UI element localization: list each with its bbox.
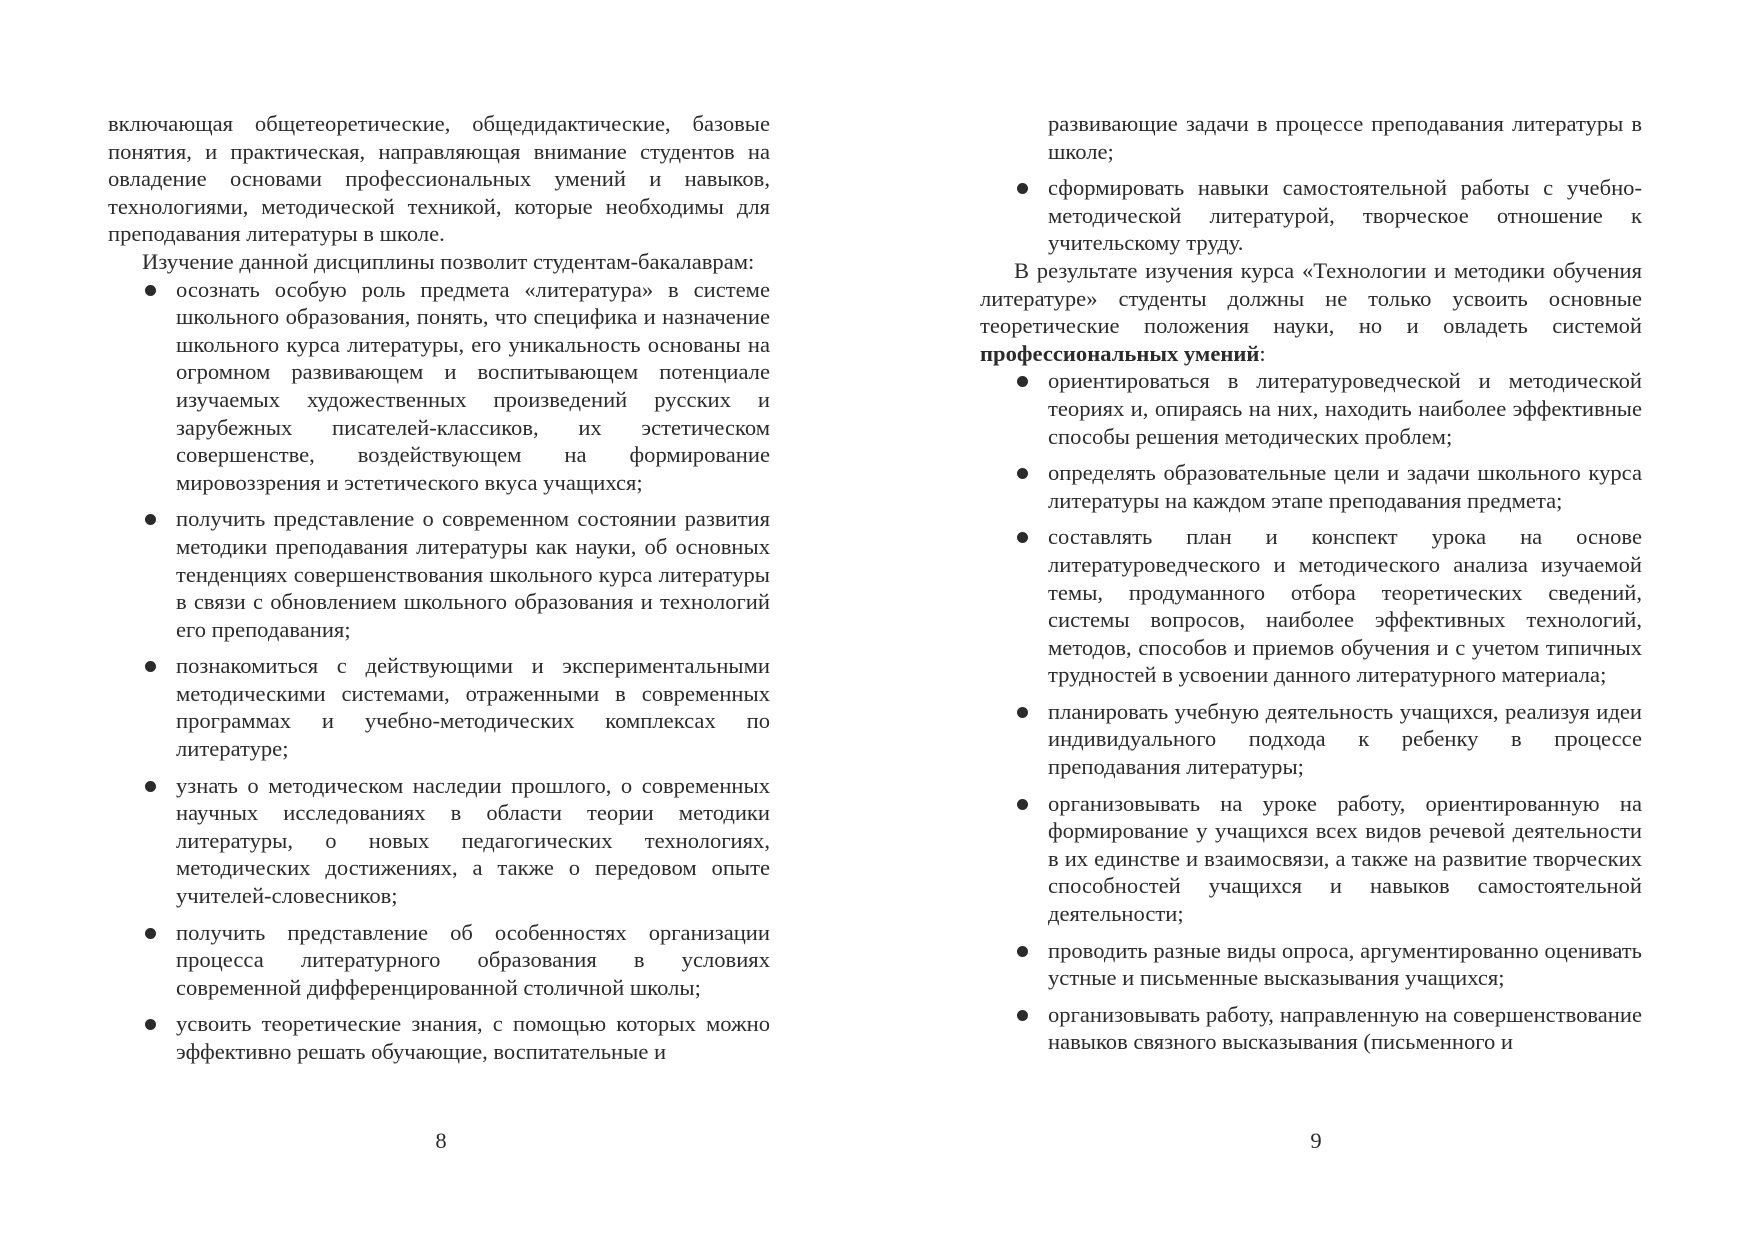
list-item <box>108 919 770 1002</box>
result-bold-term: профессиональных умений <box>980 340 1260 366</box>
bullet-icon <box>145 661 156 672</box>
list-item-text: сформировать навыки самостоятельной работы с учебно-методической литературой, творческое отношение к учительскому труду. <box>1048 175 1642 256</box>
list-item-text: получить представление о современном состоянии развития методики преподавания литературы как науки, об основных тенденциях совершенствования школьного курса литературы в связи с обновлением школьного образования и технологий его преподавания; <box>176 506 770 642</box>
right-page <box>980 110 1642 1210</box>
result-paragraph <box>980 257 1642 367</box>
list-item <box>108 505 770 643</box>
list-item <box>108 276 770 497</box>
list-item <box>980 1001 1642 1056</box>
list-item <box>108 1010 770 1065</box>
list-item-text: познакомиться с действующими и экспериментальными методическими системами, отраженными в современных программах и учебно-методических комплексах по литературе; <box>176 653 770 762</box>
list-item-text: усвоить теоретические знания, с помощью которых можно эффективно решать обучающие, воспитательные и <box>176 1011 770 1064</box>
bullet-icon <box>145 514 156 525</box>
list-item <box>980 937 1642 992</box>
list-item-text: определять образовательные цели и задачи школьного курса литературы на каждом этапе преподавания предмета; <box>1048 460 1642 513</box>
list-item-text: проводить разные виды опроса, аргументированно оценивать устные и письменные высказывания учащихся; <box>1048 937 1642 991</box>
bullet-icon <box>1017 468 1028 479</box>
bullet-icon <box>145 1019 156 1030</box>
list-item-text: организовывать на уроке работу, ориентированную на формирование у учащихся всех видов речевой деятельности в их единстве и взаимосвязи, а также на развитие творческих способностей учащихся и навыков самостоятельной деятельности; <box>1048 790 1642 927</box>
list-item-text: организовывать работу, направленную на совершенствование навыков связного высказывания (письменного и <box>1048 1001 1642 1055</box>
list-item-text: узнать о методическом наследии прошлого, о современных научных исследованиях в области теории методики литературы, о новых педагогических технологиях, методических достижениях, а также о передовом опыте учителей-словесников; <box>176 772 770 909</box>
bullet-icon <box>1017 946 1028 957</box>
left-intro-continuation: включающая общетеоретические, общедидактические, базовые понятия, и практическая, направляющая внимание студентов на овладение основами профессиональных умений и навыков, технологиями, методической техникой, которые необходимы для преподавания литературы в школе. <box>108 111 770 247</box>
bullet-icon <box>1017 376 1028 387</box>
bullet-icon <box>145 928 156 939</box>
list-item-text: осознать особую роль предмета «литература» в системе школьного образования, понять, что специфика и назначение школьного курса литературы, его уникальность основаны на огромном развивающем и воспитывающем потенциале изучаемых художественных произведений русских и зарубежных писателей-классиков, их эстетическом совершенстве, воздействующем на формирование мировоззрения и эстетического вкуса учащихся; <box>176 276 770 495</box>
list-item-text: получить представление об особенностях организации процесса литературного образования в условиях современной дифференцированной столичной школы; <box>176 919 770 1000</box>
bullet-icon <box>1017 183 1028 194</box>
list-item <box>980 174 1642 257</box>
bullet-icon <box>1017 799 1028 810</box>
left-page <box>108 110 770 1210</box>
list-item-text: планировать учебную деятельность учащихся, реализуя идеи индивидуального подхода к ребенку в процессе преподавания литературы; <box>1048 698 1642 780</box>
bullet-icon <box>1017 1010 1028 1021</box>
right-bullet-list <box>980 367 1642 1056</box>
left-lead-paragraph: Изучение данной дисциплины позволит студентам-бакалаврам: <box>142 248 755 274</box>
list-item <box>108 772 770 910</box>
bullet-icon <box>1017 532 1028 543</box>
list-item <box>980 459 1642 514</box>
bullet-icon <box>1017 707 1028 718</box>
bullet-icon <box>145 285 156 296</box>
right-top-bullet-list <box>980 110 1642 257</box>
page-number-left: 8 <box>435 1128 447 1153</box>
list-item-text: развивающие задачи в процессе преподавания литературы в школе; <box>1048 111 1642 164</box>
list-item <box>980 698 1642 781</box>
result-colon: : <box>1259 340 1266 366</box>
bullet-icon <box>145 781 156 792</box>
left-bullet-list <box>108 276 770 1066</box>
list-item <box>980 790 1642 928</box>
page-number-right: 9 <box>1310 1128 1322 1153</box>
list-item <box>980 523 1642 689</box>
list-item-text: ориентироваться в литературоведческой и методической теориях и, опираясь на них, находить наиболее эффективные способы решения методических проблем; <box>1048 368 1642 449</box>
result-paragraph-text: В результате изучения курса «Технологии и методики обучения литературе» студенты должны не только усвоить основные теоретические положения науки, но и овладеть системой <box>980 257 1642 339</box>
list-item-continuation <box>980 110 1642 165</box>
list-item <box>108 652 770 762</box>
list-item-text: составлять план и конспект урока на основе литературоведческого и методического анализа изучаемой темы, продуманного отбора теоретических сведений, системы вопросов, наиболее эффективных технологий, методов, способов и приемов обучения и с учетом типичных трудностей в усвоении данного литературного материала; <box>1048 524 1642 688</box>
list-item <box>980 367 1642 450</box>
